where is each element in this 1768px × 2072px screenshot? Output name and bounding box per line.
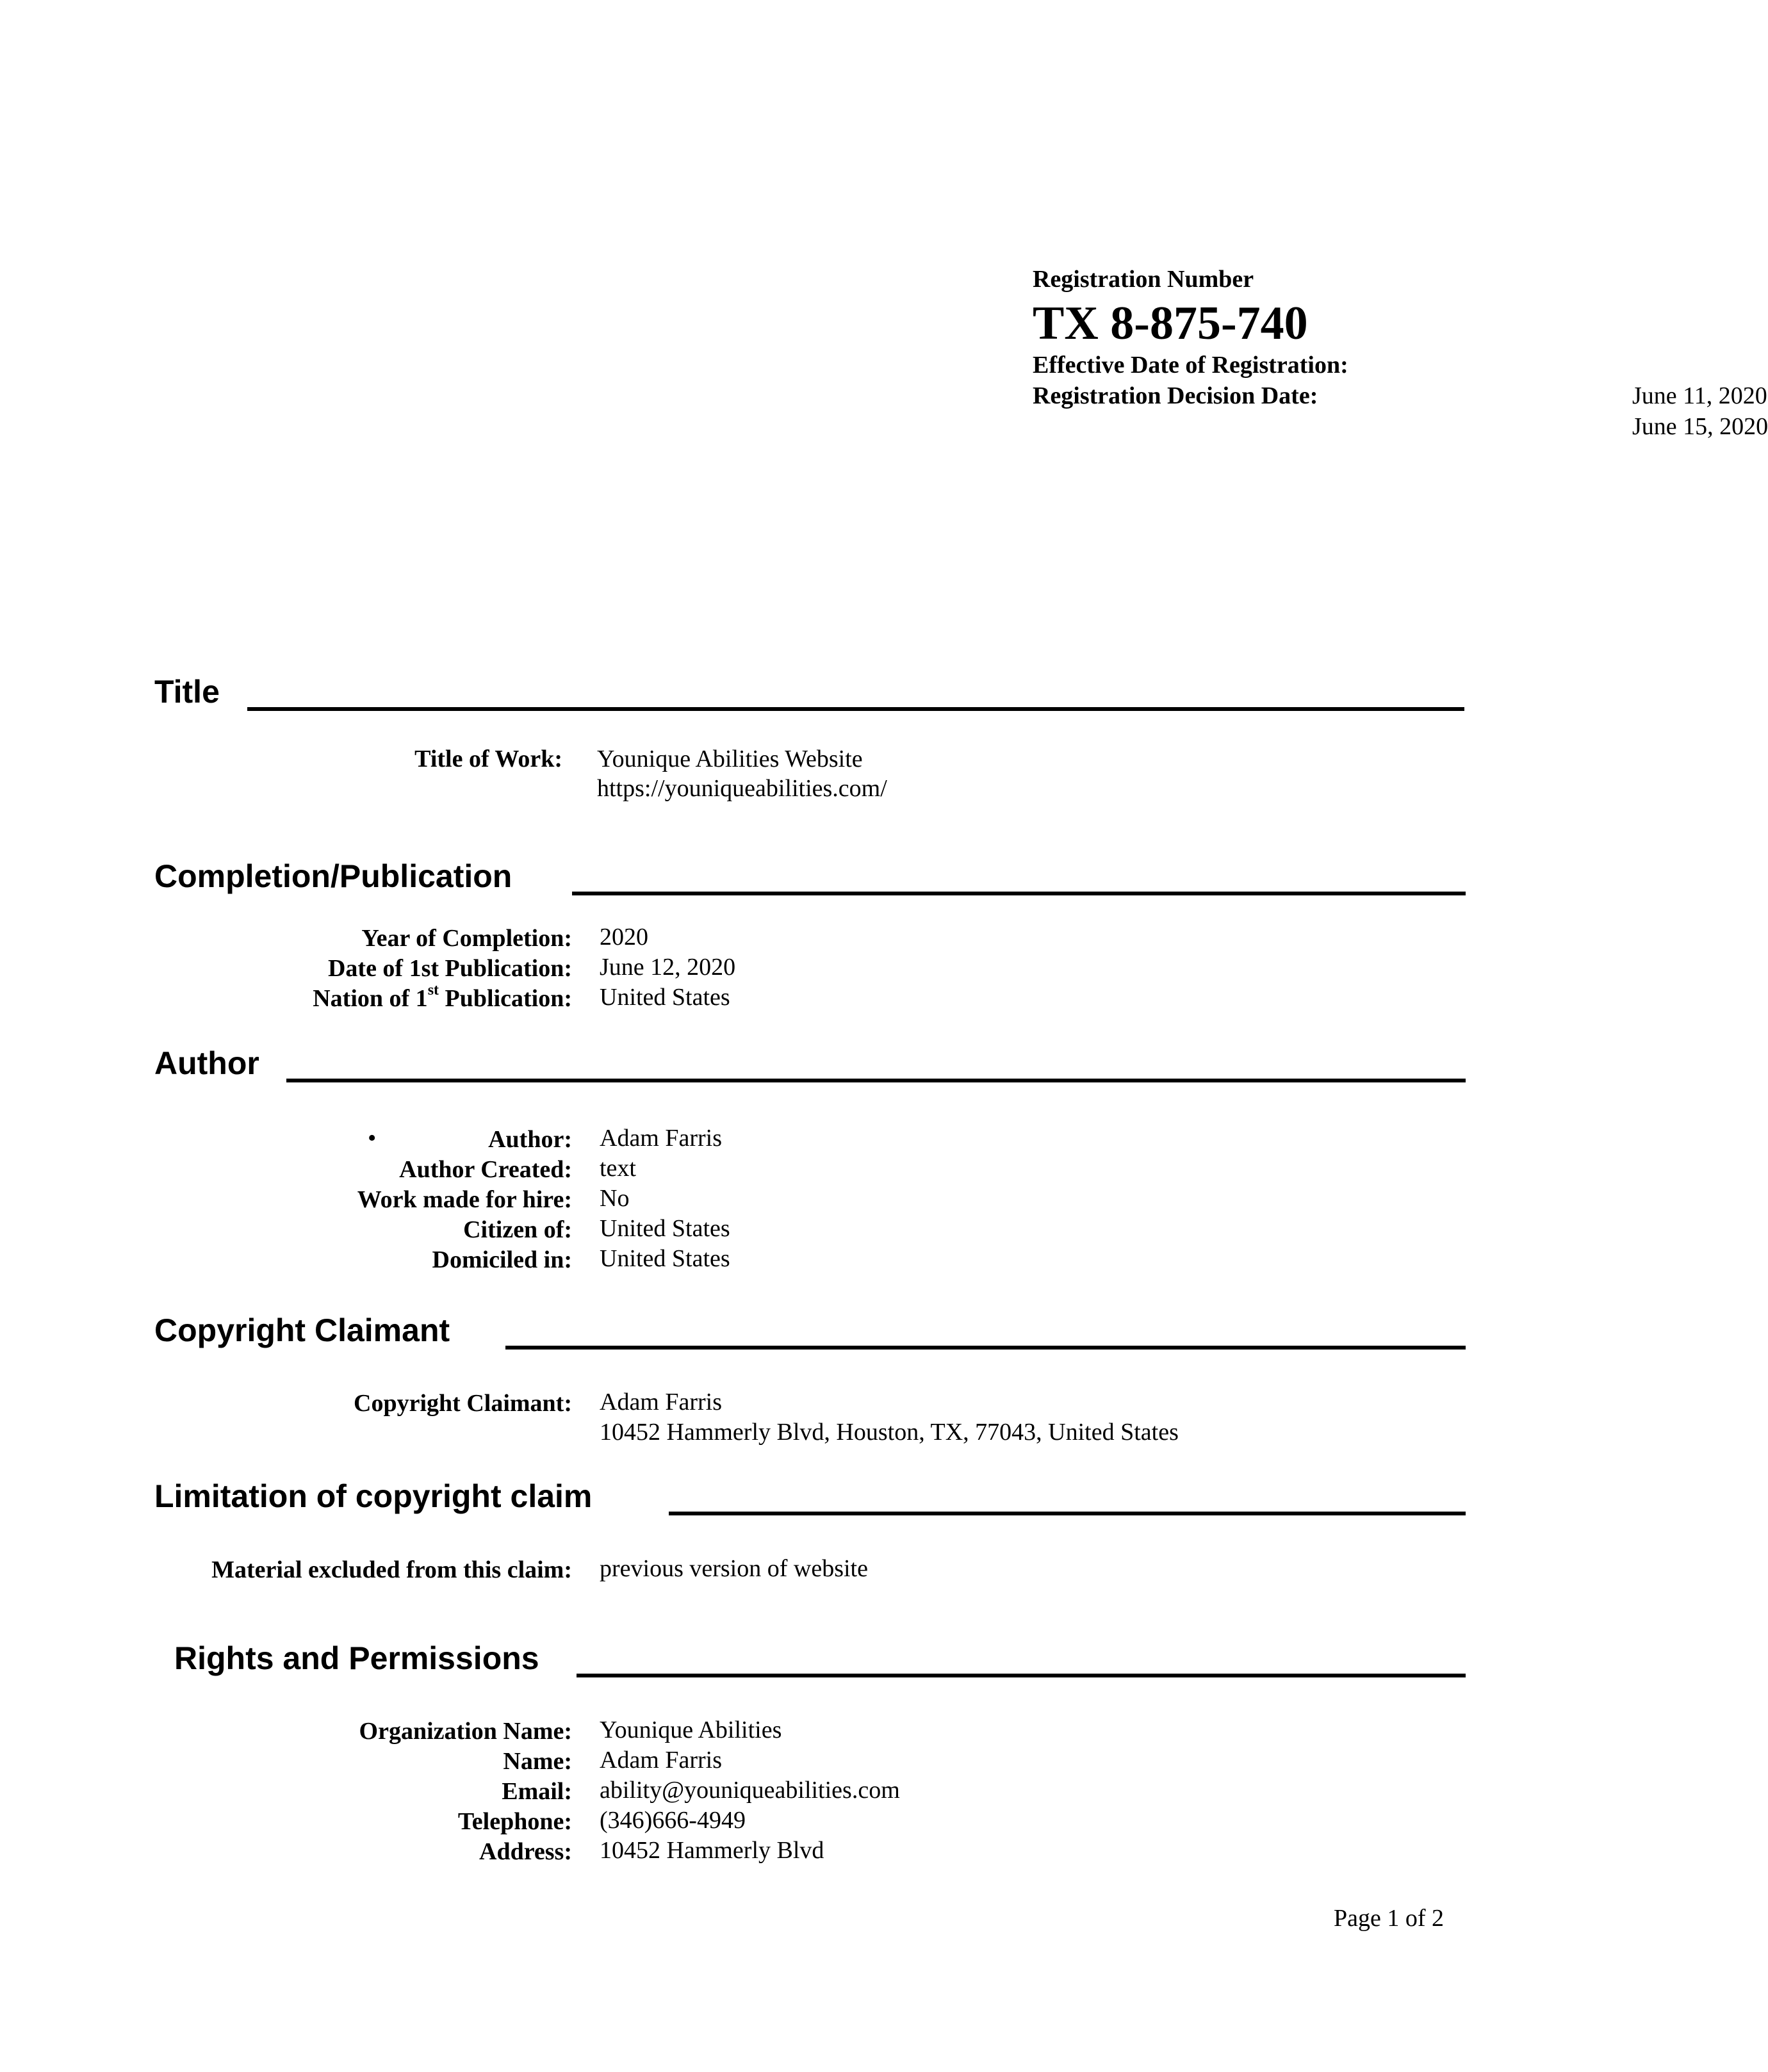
author-value: Adam Farris xyxy=(600,1125,723,1152)
email-value: ability@youniqueabilities.com xyxy=(600,1777,900,1804)
registration-number-label: Registration Number xyxy=(1033,266,1254,293)
effective-date-label: Effective Date of Registration: xyxy=(1033,352,1348,379)
rights-name-value: Adam Farris xyxy=(600,1747,723,1774)
section-rights-rule xyxy=(577,1674,1466,1677)
citizen-of-value: United States xyxy=(600,1215,730,1242)
date-first-publication-label: Date of 1st Publication: xyxy=(327,955,572,982)
title-of-work-value: Younique Abilities Website xyxy=(597,746,863,772)
section-claimant-rule xyxy=(505,1346,1466,1350)
section-limitation-rule xyxy=(669,1512,1466,1515)
organization-name-label: Organization Name: xyxy=(359,1718,572,1745)
section-title-heading: Title xyxy=(154,674,220,710)
registration-number: TX 8-875-740 xyxy=(1033,297,1308,350)
address-value: 10452 Hammerly Blvd xyxy=(600,1837,824,1864)
nation-label-sup: st xyxy=(427,982,439,999)
section-title-rule xyxy=(247,707,1464,711)
material-excluded-value: previous version of website xyxy=(600,1555,868,1582)
nation-label-pre: Nation of 1 xyxy=(313,985,428,1012)
copyright-claimant-label: Copyright Claimant: xyxy=(354,1390,572,1417)
section-author-rule xyxy=(286,1079,1466,1082)
decision-date-label: Registration Decision Date: xyxy=(1033,382,1318,409)
nation-first-publication-value: United States xyxy=(600,984,730,1011)
page-number: Page 1 of 2 xyxy=(1334,1905,1445,1932)
telephone-value: (346)666-4949 xyxy=(600,1807,746,1834)
author-label: Author: xyxy=(488,1126,572,1153)
copyright-claimant-name: Adam Farris xyxy=(600,1389,723,1415)
email-label: Email: xyxy=(502,1778,572,1805)
title-of-work-label: Title of Work: xyxy=(414,746,562,772)
nation-label-post: Publication: xyxy=(439,985,572,1012)
section-author-heading: Author xyxy=(154,1045,259,1081)
copyright-claimant-address: 10452 Hammerly Blvd, Houston, TX, 77043, United States xyxy=(600,1419,1179,1446)
section-rights-heading: Rights and Permissions xyxy=(174,1640,539,1676)
year-of-completion-label: Year of Completion: xyxy=(361,925,572,952)
material-excluded-label: Material excluded from this claim: xyxy=(211,1556,572,1583)
citizen-of-label: Citizen of: xyxy=(463,1216,572,1243)
registration-block xyxy=(1033,264,1768,440)
address-label: Address: xyxy=(479,1838,572,1865)
section-claimant-heading: Copyright Claimant xyxy=(154,1312,450,1348)
section-completion-heading: Completion/Publication xyxy=(154,858,512,894)
effective-date: June 11, 2020 xyxy=(1632,382,1767,409)
year-of-completion-value: 2020 xyxy=(600,924,648,950)
section-completion-rule xyxy=(572,892,1466,895)
organization-name-value: Younique Abilities xyxy=(600,1717,782,1743)
decision-date: June 15, 2020 xyxy=(1632,413,1768,440)
work-for-hire-label: Work made for hire: xyxy=(357,1186,572,1213)
work-for-hire-value: No xyxy=(600,1185,630,1212)
rights-name-label: Name: xyxy=(503,1748,572,1775)
author-bullet: • xyxy=(368,1125,377,1152)
telephone-label: Telephone: xyxy=(457,1808,572,1835)
section-limitation-heading: Limitation of copyright claim xyxy=(154,1478,593,1514)
domiciled-in-value: United States xyxy=(600,1245,730,1272)
author-created-label: Author Created: xyxy=(399,1156,572,1183)
author-created-value: text xyxy=(600,1155,636,1182)
title-url-value: https://youniqueabilities.com/ xyxy=(597,775,887,802)
date-first-publication-value: June 12, 2020 xyxy=(600,954,736,981)
domiciled-in-label: Domiciled in: xyxy=(432,1246,572,1273)
nation-first-publication-label xyxy=(0,984,572,1014)
